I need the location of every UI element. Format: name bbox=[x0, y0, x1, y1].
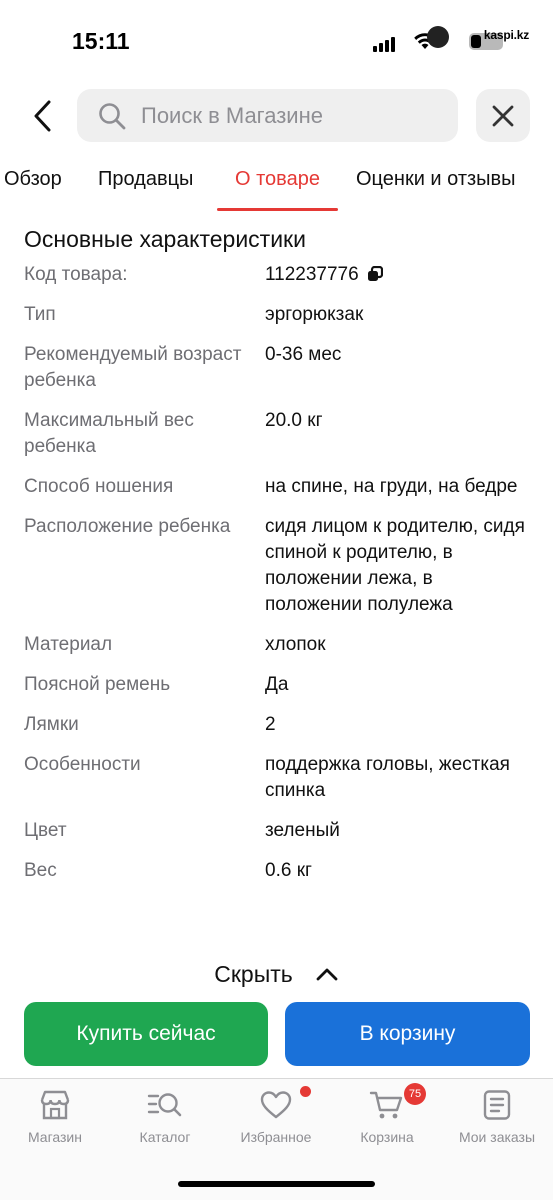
catalog-search-icon bbox=[146, 1089, 184, 1121]
spec-row-carry-method bbox=[0, 474, 553, 514]
spec-row-type bbox=[0, 302, 553, 342]
chevron-left-icon bbox=[31, 99, 53, 133]
tab-overview[interactable]: Обзор bbox=[4, 168, 62, 190]
spec-label: Вес bbox=[24, 860, 57, 881]
status-bar bbox=[0, 0, 553, 80]
nav-label: Корзина bbox=[360, 1129, 414, 1145]
spec-label: Тип bbox=[24, 304, 56, 325]
spec-label: Максимальный вес ребенка bbox=[24, 410, 194, 457]
search-input[interactable] bbox=[141, 103, 431, 129]
spec-row-material bbox=[0, 632, 553, 672]
add-to-cart-button[interactable]: В корзину bbox=[285, 1002, 530, 1066]
spec-list bbox=[0, 262, 553, 898]
nav-cart[interactable] bbox=[332, 1089, 442, 1145]
spec-row-color bbox=[0, 818, 553, 858]
copy-icon[interactable] bbox=[367, 266, 383, 282]
status-icons bbox=[271, 24, 531, 58]
search-bar[interactable] bbox=[77, 89, 458, 142]
spec-value: на спине, на груди, на бедре bbox=[265, 476, 518, 497]
nav-label: Каталог bbox=[139, 1129, 191, 1145]
search-icon bbox=[97, 101, 127, 131]
spec-value bbox=[265, 262, 535, 288]
hide-label: Скрыть bbox=[214, 960, 293, 987]
nav-favorites[interactable] bbox=[221, 1089, 331, 1145]
nav-label: Магазин bbox=[27, 1129, 82, 1145]
tab-reviews[interactable]: Оценки и отзывы bbox=[356, 168, 516, 190]
home-indicator bbox=[178, 1181, 375, 1187]
spec-value: 0.6 кг bbox=[265, 860, 312, 881]
spec-value: эргорюкзак bbox=[265, 304, 364, 325]
spec-value: 20.0 кг bbox=[265, 410, 323, 431]
nav-my-orders[interactable] bbox=[442, 1089, 552, 1145]
spec-row-straps bbox=[0, 712, 553, 752]
carrier-logo-icon bbox=[427, 26, 449, 48]
spec-row-product-code bbox=[0, 262, 553, 302]
spec-label: Материал bbox=[24, 634, 113, 655]
spec-value: 0-36 мес bbox=[265, 344, 342, 365]
favorites-notification-dot bbox=[300, 1086, 311, 1097]
nav-label: Избранное bbox=[240, 1129, 312, 1145]
spec-label: Код товара: bbox=[24, 264, 128, 285]
cart-count-badge: 75 bbox=[404, 1083, 426, 1105]
spec-value: хлопок bbox=[265, 634, 326, 655]
spec-row-age bbox=[0, 342, 553, 408]
heart-icon bbox=[259, 1089, 293, 1121]
nav-label: Мои заказы bbox=[458, 1129, 536, 1145]
back-button[interactable] bbox=[22, 94, 62, 138]
spec-value: поддержка головы, жесткая спинка bbox=[265, 754, 510, 801]
active-tab-indicator bbox=[217, 208, 338, 211]
cart-icon bbox=[369, 1089, 405, 1121]
spec-label: Рекомендуемый возраст ребенка bbox=[24, 344, 242, 391]
orders-icon bbox=[482, 1089, 512, 1121]
spec-row-weight bbox=[0, 858, 553, 898]
product-code-value: 112237776 bbox=[265, 264, 359, 285]
tab-bar bbox=[0, 160, 553, 212]
spec-value: 2 bbox=[265, 714, 276, 735]
nav-catalog[interactable] bbox=[110, 1089, 220, 1145]
spec-label: Особенности bbox=[24, 754, 141, 775]
section-title: Основные характеристики bbox=[24, 226, 306, 252]
spec-row-max-weight bbox=[0, 408, 553, 474]
spec-row-child-position bbox=[0, 514, 553, 632]
tab-about-product[interactable]: О товаре bbox=[235, 168, 320, 190]
spec-label: Способ ношения bbox=[24, 476, 174, 497]
spec-value: сидя лицом к родителю, сидя спиной к родителю, в положении лежа, в положении полулежа bbox=[265, 516, 525, 615]
store-icon bbox=[38, 1089, 72, 1121]
status-time: 15:11 bbox=[72, 28, 130, 54]
close-icon bbox=[491, 104, 515, 128]
spec-label: Цвет bbox=[24, 820, 67, 841]
hide-specs-button[interactable] bbox=[0, 952, 553, 996]
chevron-up-icon bbox=[315, 966, 339, 982]
spec-label: Лямки bbox=[24, 714, 79, 735]
nav-store[interactable] bbox=[0, 1089, 110, 1145]
spec-row-waist-belt bbox=[0, 672, 553, 712]
spec-label: Расположение ребенка bbox=[24, 516, 231, 537]
spec-row-features bbox=[0, 752, 553, 818]
spec-label: Поясной ремень bbox=[24, 674, 171, 695]
close-button[interactable] bbox=[476, 89, 530, 142]
carrier-badge: kaspi.kz bbox=[483, 28, 529, 42]
spec-value: Да bbox=[265, 674, 289, 695]
tab-sellers[interactable]: Продавцы bbox=[98, 168, 194, 190]
cellular-signal-icon bbox=[373, 34, 397, 52]
spec-value: зеленый bbox=[265, 820, 340, 841]
buy-now-button[interactable]: Купить сейчас bbox=[24, 1002, 268, 1066]
